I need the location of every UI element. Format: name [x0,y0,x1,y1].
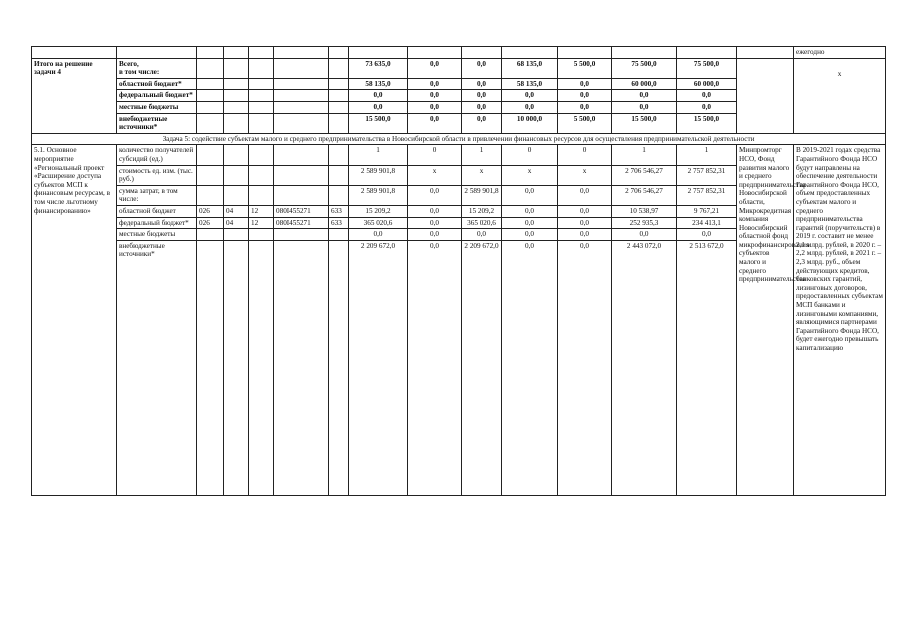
code-vr [329,229,349,241]
summary-executor-cell [737,58,794,133]
summary-value: 15 500,0 [612,113,677,133]
code-csr [274,145,329,165]
measure-value: x [408,165,462,185]
code-grbs [197,165,224,185]
code-vr: 633 [329,205,349,217]
summary-value: 0,0 [502,90,558,102]
measure-row-label: областной бюджет [117,205,197,217]
summary-mark: x [837,69,842,78]
code-grbs: 026 [197,217,224,229]
code-grbs [197,240,224,495]
summary-value: 60 000,0 [677,78,737,90]
measure-value: 365 020,6 [349,217,408,229]
measure-value: x [502,165,558,185]
measure-value: 10 538,97 [612,205,677,217]
measure-value: 0,0 [558,205,612,217]
code-csr: 080I455271 [274,217,329,229]
summary-value: 0,0 [502,101,558,113]
measure-value: 252 935,3 [612,217,677,229]
measure-value: 0,0 [558,185,612,205]
measure-value: 1 [349,145,408,165]
code-pr [249,145,274,165]
code-pr: 12 [249,217,274,229]
code-vr [329,185,349,205]
measure-value: 0 [408,145,462,165]
measure-value: 15 209,2 [349,205,408,217]
summary-value: 0,0 [558,90,612,102]
measure-value: 15 209,2 [462,205,502,217]
summary-value: 0,0 [462,58,502,78]
measure-row-label: количество получателей субсидий (ед.) [117,145,197,165]
summary-row-label: федеральный бюджет* [117,90,197,102]
summary-value: 0,0 [462,101,502,113]
code-vr: 633 [329,217,349,229]
measure-result: В 2019-2021 годах средства Гарантийного Фонда НСО будут направлены на обеспечение деятельности Гарантийного Фонда НСО, объем предоставленных субъектам малого и среднего предпринимательства гарантий (поручительств) в 2019 г. составит не менее 2,1 млрд. рублей, в 2020 г. – 2,2 млрд. рублей, в 2021 г. – 2,3 млрд. руб., объем действующих кредитов, банковских гарантий, лизинговых договоров, предоставленных субъектам МСП банками и лизинговыми компаниями, являющимися партнерами Гарантийного Фонда НСО, будет ежегодно превышать капитализацию [794,145,886,495]
measure-row-label: федеральный бюджет* [117,217,197,229]
summary-value: 5 500,0 [558,58,612,78]
summary-value: 68 135,0 [502,58,558,78]
measure-value: 0,0 [408,240,462,495]
measure-value: 0,0 [558,240,612,495]
code-vr [329,145,349,165]
measure-row-label: местные бюджеты [117,229,197,241]
summary-value: 0,0 [677,90,737,102]
measure-value: 0,0 [558,217,612,229]
code-rz [224,240,249,495]
code-rz: 04 [224,205,249,217]
summary-value: 0,0 [408,58,462,78]
summary-value: 0,0 [408,113,462,133]
summary-value: 0,0 [408,101,462,113]
summary-value: 60 000,0 [612,78,677,90]
measure-row-label: сумма затрат, в том числе: [117,185,197,205]
code-pr [249,165,274,185]
summary-row-label: внебюджетные источники* [117,113,197,133]
code-rz [224,185,249,205]
measure-value: 234 413,1 [677,217,737,229]
summary-row-label: областной бюджет* [117,78,197,90]
measure-value: 2 757 852,31 [677,165,737,185]
measure-value: 0,0 [502,205,558,217]
summary-value: 73 635,0 [349,58,408,78]
measure-value: 2 706 546,27 [612,185,677,205]
measure-value: 0,0 [408,217,462,229]
summary-row-total [32,58,886,78]
code-pr [249,240,274,495]
summary-value: 58 135,0 [502,78,558,90]
code-rz [224,165,249,185]
measure-value: 0 [558,145,612,165]
measure-value: 2 443 072,0 [612,240,677,495]
task-5-title: Задача 5: содействие субъектам малого и среднего предпринимательства в Новосибирской области в привлечении финансовых ресурсов для осуществления предпринимательской деятельности [32,133,886,145]
measure-value: 0,0 [502,240,558,495]
code-grbs [197,229,224,241]
summary-row-label: Всего, в том числе: [117,58,197,78]
measure-value: 1 [677,145,737,165]
measure-row-label: внебюджетные источники* [117,240,197,495]
measure-value: 365 020,6 [462,217,502,229]
measure-value: 0,0 [408,229,462,241]
summary-title: Итого на решение задачи 4 [32,58,117,133]
code-rz: 04 [224,217,249,229]
measure-value: 0,0 [349,229,408,241]
budget-table [31,46,886,496]
measure-value: 2 209 672,0 [349,240,408,495]
summary-value: 0,0 [462,90,502,102]
summary-value: 75 500,0 [612,58,677,78]
code-csr [274,229,329,241]
code-csr [274,185,329,205]
continuation-note: ежегодно [794,47,886,59]
measure-value: 2 757 852,31 [677,185,737,205]
code-rz [224,229,249,241]
measure-value: 0,0 [462,229,502,241]
measure-value: 1 [612,145,677,165]
summary-value: 5 500,0 [558,113,612,133]
code-pr [249,185,274,205]
summary-mark-cell [794,58,886,133]
summary-value: 10 000,0 [502,113,558,133]
measure-value: 0 [502,145,558,165]
measure-value: 0,0 [502,217,558,229]
summary-value: 0,0 [677,101,737,113]
task-header-row [32,133,886,145]
summary-value: 0,0 [408,90,462,102]
summary-value: 0,0 [462,78,502,90]
measure-value: 2 589 901,8 [349,185,408,205]
summary-value: 15 500,0 [677,113,737,133]
summary-value: 0,0 [612,90,677,102]
measure-value: 0,0 [677,229,737,241]
code-rz [224,145,249,165]
continuation-row [32,47,886,59]
code-pr: 12 [249,205,274,217]
code-grbs [197,185,224,205]
measure-row-label: стоимость ед. изм. (тыс. руб.) [117,165,197,185]
measure-value: 0,0 [502,185,558,205]
summary-value: 58 135,0 [349,78,408,90]
measure-value: 0,0 [408,205,462,217]
code-grbs [197,145,224,165]
summary-value: 75 500,0 [677,58,737,78]
measure-row [32,145,886,165]
code-vr [329,240,349,495]
measure-value: 9 767,21 [677,205,737,217]
measure-value: 2 589 901,8 [349,165,408,185]
summary-value: 0,0 [612,101,677,113]
measure-value: 0,0 [558,229,612,241]
measure-value: 0,0 [408,185,462,205]
summary-value: 15 500,0 [349,113,408,133]
measure-value: 2 706 546,27 [612,165,677,185]
summary-value: 0,0 [349,90,408,102]
summary-value: 0,0 [349,101,408,113]
summary-value: 0,0 [462,113,502,133]
summary-value: 0,0 [558,78,612,90]
measure-value: 2 513 672,0 [677,240,737,495]
code-grbs: 026 [197,205,224,217]
code-csr [274,165,329,185]
measure-value: 2 209 672,0 [462,240,502,495]
measure-value: 0,0 [612,229,677,241]
measure-value: x [558,165,612,185]
summary-row-label: местные бюджеты [117,101,197,113]
summary-value: 0,0 [558,101,612,113]
measure-executor: Минпромторг НСО, Фонд развития малого и среднего предпринимательства Новосибирской области, Микрокредитная компания Новосибирский областной фонд микрофинансирования субъектов малого и среднего предпринимательства [737,145,794,495]
measure-title: 5.1. Основное мероприятие «Региональный проект «Расширение доступа субъектов МСП к финансовым ресурсам, в том числе льготному финансированию» [32,145,117,495]
code-csr: 080I455271 [274,205,329,217]
code-vr [329,165,349,185]
measure-value: 0,0 [502,229,558,241]
measure-value: x [462,165,502,185]
measure-value: 2 589 901,8 [462,185,502,205]
summary-value: 0,0 [408,78,462,90]
measure-value: 1 [462,145,502,165]
code-csr [274,240,329,495]
code-pr [249,229,274,241]
